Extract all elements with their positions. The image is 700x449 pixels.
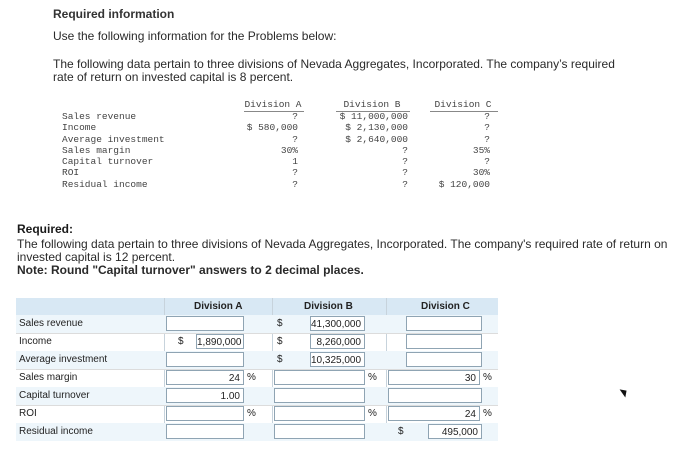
given-a-value: 30% — [280, 144, 298, 156]
div-a-sales-margin-input[interactable]: 24 — [166, 370, 244, 385]
mouse-pointer-icon — [620, 386, 630, 397]
given-c-value: 35% — [472, 144, 490, 156]
percent-sign: % — [368, 372, 377, 383]
given-a-value: ? — [292, 178, 298, 190]
div-b-average-investment-input[interactable]: 10,325,000 — [310, 352, 365, 367]
div-b-capital-turnover-input[interactable] — [274, 388, 365, 403]
div-a-average-investment-input[interactable] — [166, 352, 244, 367]
given-row-label: ROI — [62, 167, 80, 179]
percent-sign: % — [483, 372, 492, 383]
table-row — [16, 387, 498, 406]
given-a-value: ? — [292, 133, 298, 145]
dollar-sign: $ — [398, 426, 404, 437]
page-title: Required information — [53, 7, 175, 21]
div-c-sales-revenue-input[interactable] — [406, 316, 482, 331]
div-b-sales-revenue-input[interactable]: 41,300,000 — [310, 316, 365, 331]
problem-text-line2: rate of return on invested capital is 8 percent. — [53, 70, 294, 84]
div-c-sales-margin-input[interactable]: 30 — [388, 370, 480, 385]
given-heading-division-a: Division A — [244, 99, 302, 110]
percent-sign: % — [247, 408, 256, 419]
rounding-note: Note: Round "Capital turnover" answers to 2 decimal places. — [17, 263, 364, 277]
given-a-value: $ 580,000 — [246, 122, 298, 134]
intro-text: Use the following information for the Problems below: — [53, 29, 337, 43]
div-c-average-investment-input[interactable] — [406, 352, 482, 367]
given-b-value: $ 2,130,000 — [345, 122, 408, 134]
div-a-capital-turnover-input[interactable]: 1.00 — [166, 388, 244, 403]
answer-table-header — [16, 298, 498, 316]
row-label-roi: ROI — [19, 408, 37, 419]
table-row — [16, 351, 498, 370]
dollar-sign: $ — [277, 318, 283, 329]
div-a-residual-income-input[interactable] — [166, 424, 244, 439]
given-row-label: Capital turnover — [62, 156, 154, 168]
div-a-income-input[interactable]: 1,890,000 — [196, 334, 244, 349]
given-c-value: $ 120,000 — [438, 178, 490, 190]
div-b-sales-margin-input[interactable] — [274, 370, 365, 385]
given-b-value: ? — [402, 167, 408, 179]
given-c-value: ? — [484, 133, 490, 145]
div-c-income-input[interactable] — [406, 334, 482, 349]
given-heading-division-b: Division B — [343, 99, 401, 110]
row-label-capital-turnover: Capital turnover — [19, 390, 90, 401]
table-row — [16, 423, 498, 441]
table-row — [16, 333, 498, 352]
row-label-income: Income — [19, 336, 52, 347]
given-c-value: 30% — [472, 167, 490, 179]
given-c-value: ? — [484, 111, 490, 122]
div-c-residual-income-input[interactable]: 495,000 — [428, 424, 482, 439]
given-row-label: Average investment — [62, 133, 165, 145]
given-b-value: $ 11,000,000 — [339, 111, 408, 122]
required-text-line2: invested capital is 12 percent. — [17, 250, 176, 264]
div-b-residual-income-input[interactable] — [274, 424, 365, 439]
given-heading-division-c: Division C — [434, 99, 492, 110]
given-c-value: ? — [484, 122, 490, 134]
percent-sign: % — [368, 408, 377, 419]
percent-sign: % — [483, 408, 492, 419]
col-heading-division-a: Division A — [194, 301, 243, 312]
div-b-income-input[interactable]: 8,260,000 — [310, 334, 365, 349]
row-label-sales-revenue: Sales revenue — [19, 318, 83, 329]
row-label-sales-margin: Sales margin — [19, 372, 78, 383]
dollar-sign: $ — [178, 336, 184, 347]
given-row-label: Residual income — [62, 178, 148, 190]
given-row-label: Sales margin — [62, 144, 131, 156]
given-b-value: ? — [402, 178, 408, 190]
given-b-value: ? — [402, 144, 408, 156]
div-b-roi-input[interactable] — [274, 406, 365, 421]
div-c-roi-input[interactable]: 24 — [388, 406, 480, 421]
given-c-value: ? — [484, 156, 490, 168]
div-a-roi-input[interactable] — [166, 406, 244, 421]
given-a-value: ? — [292, 111, 298, 122]
col-heading-division-b: Division B — [304, 301, 353, 312]
given-b-value: $ 2,640,000 — [345, 133, 408, 145]
row-label-residual-income: Residual income — [19, 426, 93, 437]
given-row-label: Sales revenue — [62, 111, 137, 122]
given-b-value: ? — [402, 156, 408, 168]
row-label-average-investment: Average investment — [19, 354, 108, 365]
dollar-sign: $ — [277, 336, 283, 347]
required-text-line1: The following data pertain to three divisions of Nevada Aggregates, Incorporated. The company's required rate of return on — [17, 237, 668, 251]
table-row — [16, 405, 498, 424]
required-heading: Required: — [17, 222, 74, 236]
given-row-label: Income — [62, 122, 97, 134]
col-heading-division-c: Division C — [421, 301, 470, 312]
given-a-value: 1 — [292, 156, 298, 168]
problem-text-line1: The following data pertain to three divisions of Nevada Aggregates, Incorporated. The company’s required — [53, 57, 615, 71]
dollar-sign: $ — [277, 354, 283, 365]
div-a-sales-revenue-input[interactable] — [166, 316, 244, 331]
table-row — [16, 315, 498, 334]
table-row — [16, 369, 498, 388]
div-c-capital-turnover-input[interactable] — [388, 388, 482, 403]
given-a-value: ? — [292, 167, 298, 179]
answer-table — [16, 298, 498, 436]
percent-sign: % — [247, 372, 256, 383]
